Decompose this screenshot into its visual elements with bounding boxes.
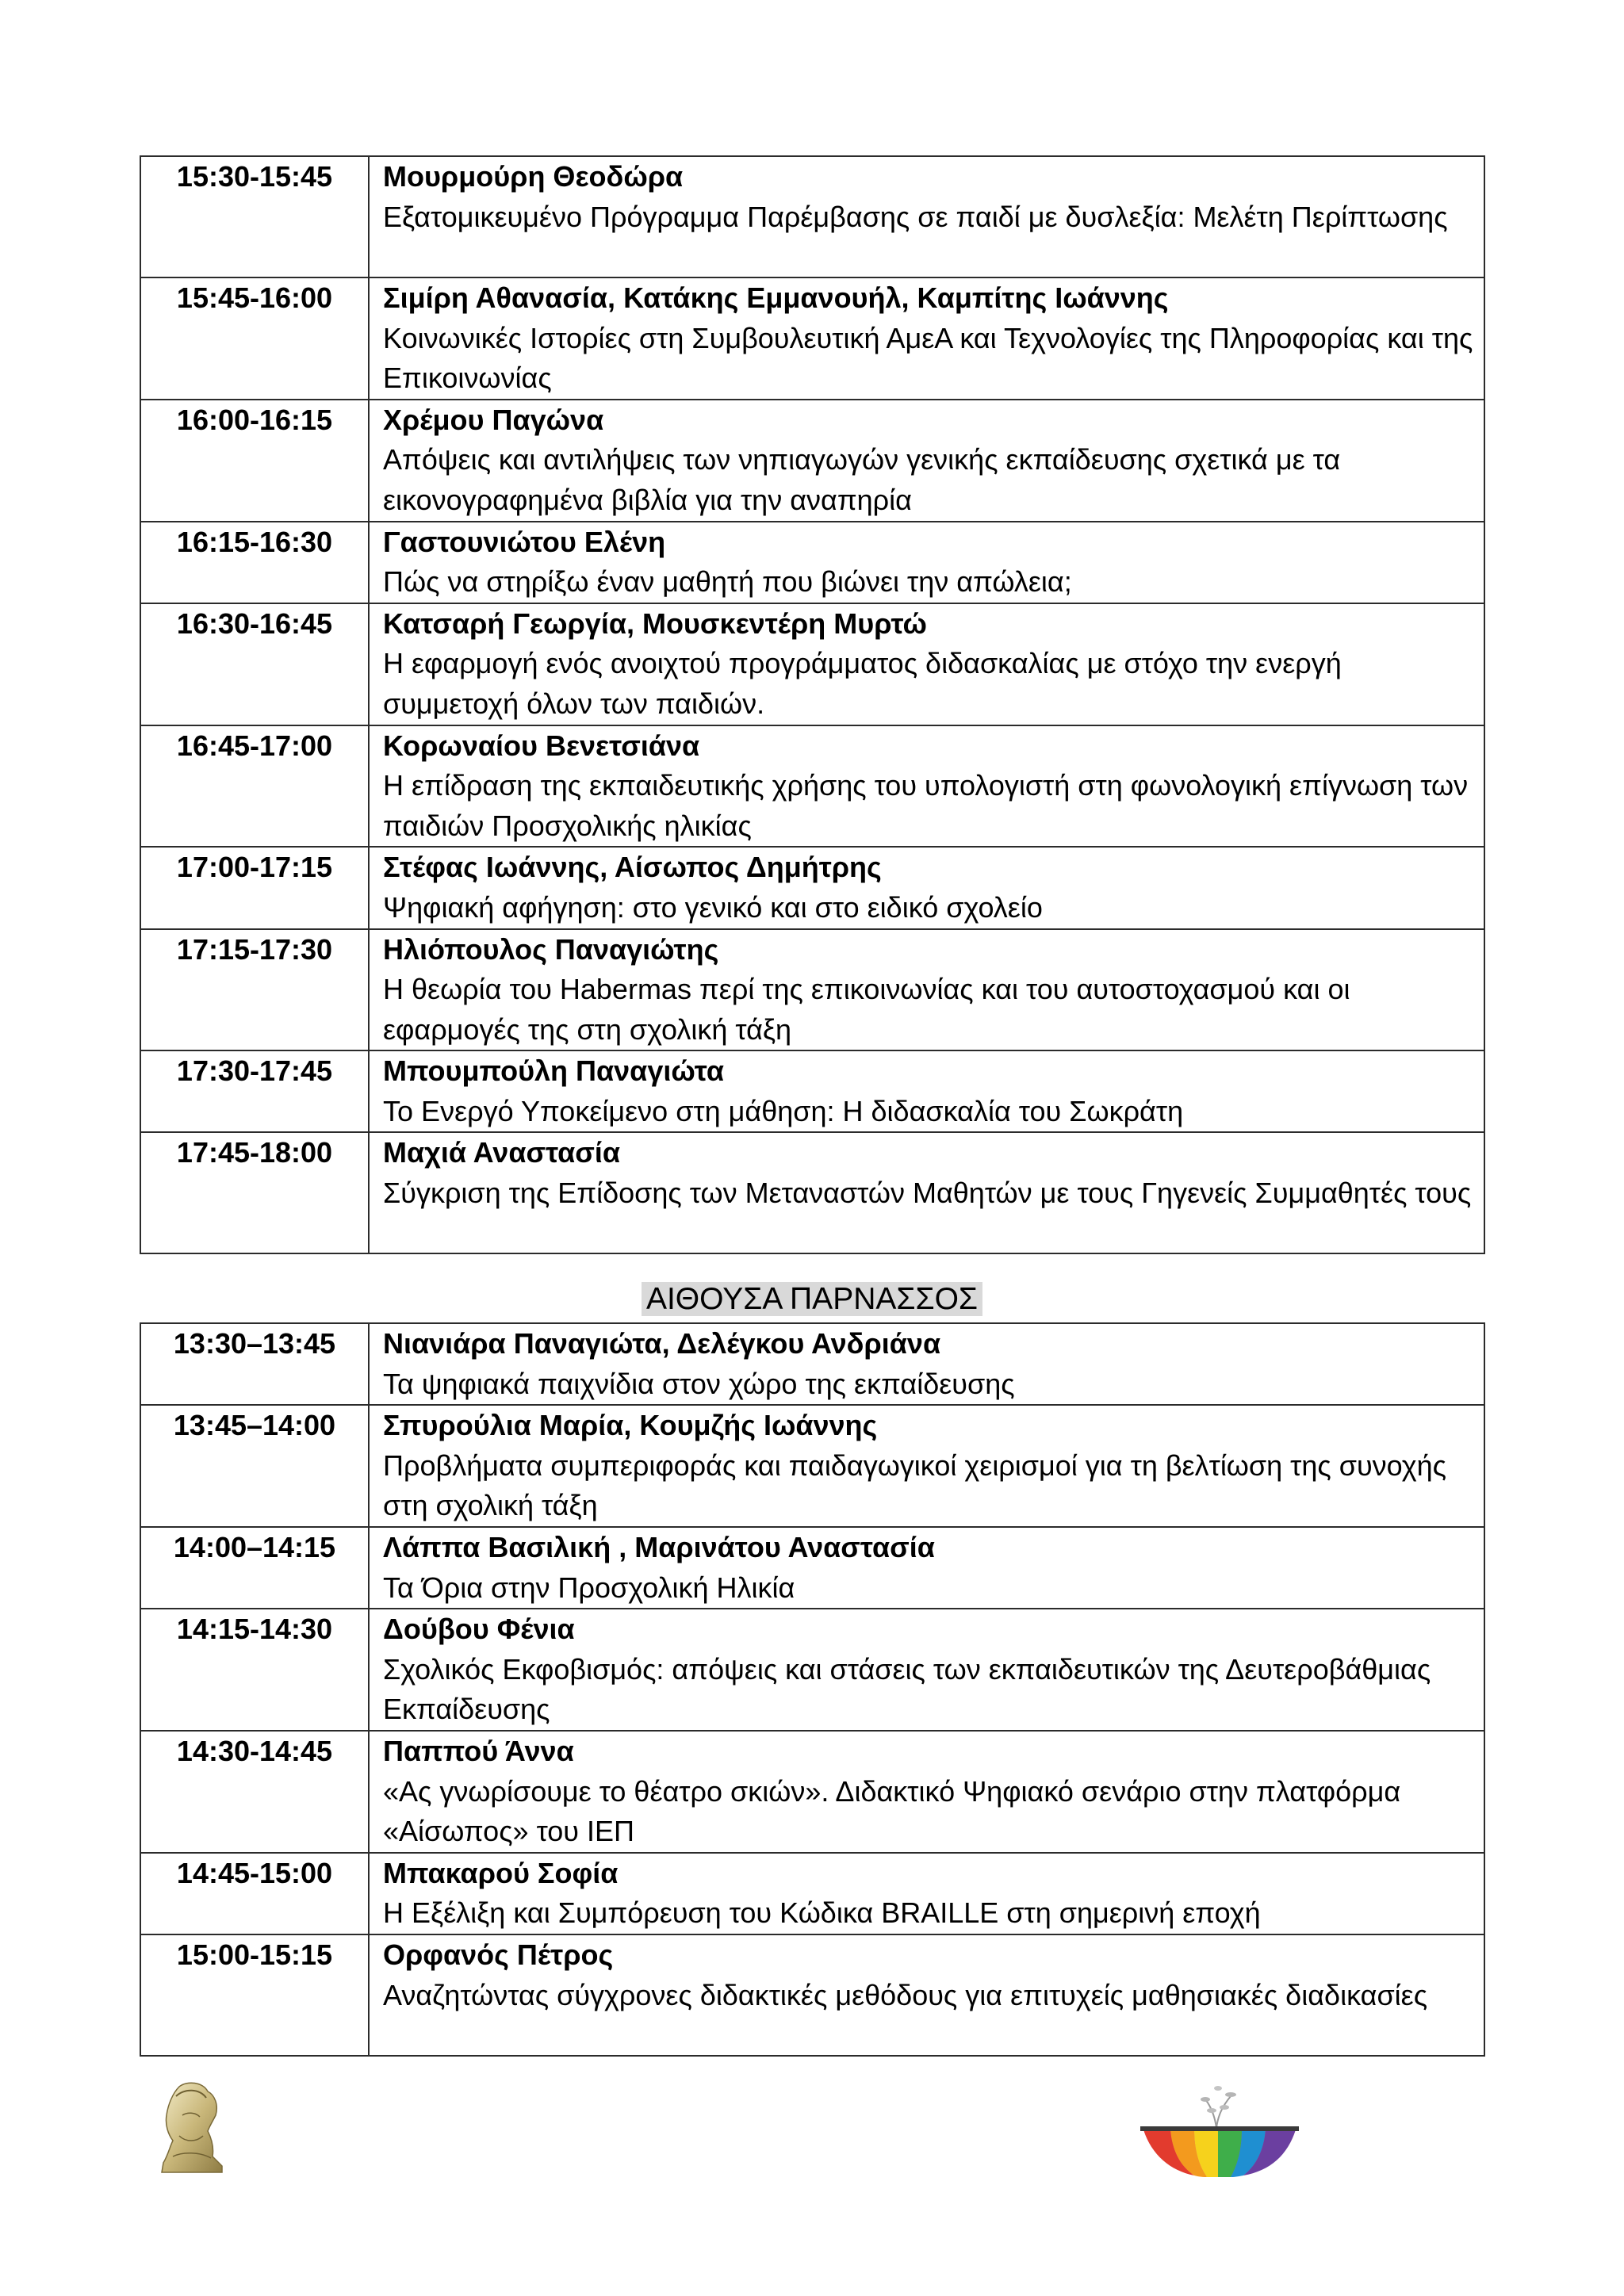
time-cell: 14:30-14:45 bbox=[140, 1731, 369, 1853]
time-cell: 13:45–14:00 bbox=[140, 1405, 369, 1527]
table-row bbox=[140, 725, 1484, 848]
talk-title: Η Εξέλιξη και Συμπόρευση του Κώδικα BRAILLE στη σημερινή εποχή bbox=[383, 1896, 1261, 1930]
time-cell: 15:00-15:15 bbox=[140, 1934, 369, 2056]
authors: Λάππα Βασιλική , Μαρινάτου Αναστασία bbox=[383, 1530, 935, 1563]
time-cell: 16:45-17:00 bbox=[140, 725, 369, 848]
authors: Ηλιόπουλος Παναγιώτης bbox=[383, 932, 719, 966]
talk-title: Κοινωνικές Ιστορίες στη Συμβουλευτική ΑμεΑ και Τεχνολογίες της Πληροφορίας και της Επικοινωνίας bbox=[383, 321, 1473, 395]
athena-helmet-logo-icon bbox=[155, 2080, 227, 2174]
entry-cell bbox=[369, 1731, 1484, 1853]
entry-cell bbox=[369, 1050, 1484, 1132]
table-row bbox=[140, 522, 1484, 603]
talk-title: Τα ψηφιακά παιχνίδια στον χώρο της εκπαίδευσης bbox=[383, 1367, 1015, 1400]
time-cell: 15:30-15:45 bbox=[140, 156, 369, 277]
colorful-bowl-plant-logo-icon bbox=[1139, 2084, 1300, 2182]
time-cell: 16:15-16:30 bbox=[140, 522, 369, 603]
talk-title: Ψηφιακή αφήγηση: στο γενικό και στο ειδικό σχολείο bbox=[383, 890, 1043, 924]
talk-title: Πώς να στηρίξω έναν μαθητή που βιώνει την απώλεια; bbox=[383, 565, 1072, 599]
talk-title: Η επίδραση της εκπαιδευτικής χρήσης του υπολογιστή στη φωνολογική επίγνωση των παιδιών Προσχολικής ηλικίας bbox=[383, 769, 1469, 842]
table-row bbox=[140, 1132, 1484, 1253]
table-row bbox=[140, 1731, 1484, 1853]
talk-title: Απόψεις και αντιλήψεις των νηπιαγωγών γενικής εκπαίδευσης σχετικά με τα εικονογραφημένα βιβλία για την αναπηρία bbox=[383, 443, 1341, 516]
authors: Νιανιάρα Παναγιώτα, Δελέγκου Ανδριάνα bbox=[383, 1327, 941, 1360]
time-cell: 17:00-17:15 bbox=[140, 847, 369, 928]
authors: Στέφας Ιωάννης, Αίσωπος Δημήτρης bbox=[383, 851, 882, 884]
time-cell: 17:30-17:45 bbox=[140, 1050, 369, 1132]
talk-title: Σύγκριση της Επίδοσης των Μεταναστών Μαθητών με τους Γηγενείς Συμμαθητές τους bbox=[383, 1177, 1472, 1210]
table-row bbox=[140, 1405, 1484, 1527]
talk-title: Εξατομικευμένο Πρόγραμμα Παρέμβασης σε παιδί με δυσλεξία: Μελέτη Περίπτωσης bbox=[383, 200, 1448, 233]
schedule-table-1 bbox=[140, 155, 1485, 1254]
table-row bbox=[140, 1050, 1484, 1132]
table-row bbox=[140, 156, 1484, 277]
talk-title: Η εφαρμογή ενός ανοιχτού προγράμματος διδασκαλίας με στόχο την ενεργή συμμετοχή όλων των παιδιών. bbox=[383, 647, 1342, 720]
authors: Χρέμου Παγώνα bbox=[383, 403, 604, 436]
entry-cell bbox=[369, 847, 1484, 928]
table-row bbox=[140, 929, 1484, 1051]
authors: Γαστουνιώτου Ελένη bbox=[383, 525, 666, 558]
table-row bbox=[140, 847, 1484, 928]
time-cell: 14:15-14:30 bbox=[140, 1609, 369, 1731]
time-cell: 14:00–14:15 bbox=[140, 1527, 369, 1609]
authors: Σπυρούλια Μαρία, Κουμζής Ιωάννης bbox=[383, 1409, 878, 1442]
authors: Σιμίρη Αθανασία, Κατάκης Εμμανουήλ, Καμπίτης Ιωάννης bbox=[383, 281, 1169, 314]
authors: Μουρμούρη Θεοδώρα bbox=[383, 160, 684, 193]
time-cell: 13:30–13:45 bbox=[140, 1323, 369, 1405]
schedule-table-2 bbox=[140, 1322, 1485, 2057]
room-heading bbox=[0, 1278, 1624, 1321]
entry-cell bbox=[369, 277, 1484, 400]
table-row bbox=[140, 1609, 1484, 1731]
time-cell: 17:15-17:30 bbox=[140, 929, 369, 1051]
table-row bbox=[140, 277, 1484, 400]
talk-title: Προβλήματα συμπεριφοράς και παιδαγωγικοί χειρισμοί για τη βελτίωση της συνοχής στη σχολική τάξη bbox=[383, 1448, 1446, 1522]
entry-cell bbox=[369, 1609, 1484, 1731]
table-row bbox=[140, 603, 1484, 725]
entry-cell bbox=[369, 1323, 1484, 1405]
table-row bbox=[140, 1853, 1484, 1934]
talk-title: Τα Όρια στην Προσχολική Ηλικία bbox=[383, 1571, 795, 1604]
time-cell: 17:45-18:00 bbox=[140, 1132, 369, 1253]
authors: Ορφανός Πέτρος bbox=[383, 1938, 614, 1971]
authors: Μπακαρού Σοφία bbox=[383, 1856, 619, 1889]
time-cell: 16:30-16:45 bbox=[140, 603, 369, 725]
entry-cell bbox=[369, 400, 1484, 522]
talk-title: Το Ενεργό Υποκείμενο στη μάθηση: Η διδασκαλία του Σωκράτη bbox=[383, 1094, 1184, 1127]
entry-cell bbox=[369, 603, 1484, 725]
table-row bbox=[140, 1323, 1484, 1405]
entry-cell bbox=[369, 1934, 1484, 2056]
authors: Κατσαρή Γεωργία, Μουσκεντέρη Μυρτώ bbox=[383, 607, 927, 640]
talk-title: Σχολικός Εκφοβισμός: απόψεις και στάσεις των εκπαιδευτικών της Δευτεροβάθμιας Εκπαίδευσης bbox=[383, 1652, 1431, 1726]
time-cell: 15:45-16:00 bbox=[140, 277, 369, 400]
room-heading-text: ΑΙΘΟΥΣΑ ΠΑΡΝΑΣΣΟΣ bbox=[642, 1282, 982, 1316]
entry-cell bbox=[369, 1527, 1484, 1609]
authors: Μαχιά Αναστασία bbox=[383, 1136, 621, 1169]
authors: Δούβου Φένια bbox=[383, 1613, 575, 1646]
table-row bbox=[140, 400, 1484, 522]
authors: Παππού Άννα bbox=[383, 1734, 574, 1767]
talk-title: Η θεωρία του Habermas περί της επικοινωνίας και του αυτοστοχασμού και οι εφαρμογές της στη σχολική τάξη bbox=[383, 973, 1350, 1046]
entry-cell bbox=[369, 929, 1484, 1051]
authors: Μπουμπούλη Παναγιώτα bbox=[383, 1054, 724, 1088]
entry-cell bbox=[369, 156, 1484, 277]
table-row bbox=[140, 1527, 1484, 1609]
table-row bbox=[140, 1934, 1484, 2056]
talk-title: «Ας γνωρίσουμε το θέατρο σκιών». Διδακτικό Ψηφιακό σενάριο στην πλατφόρμα «Αίσωπος» του ΙΕΠ bbox=[383, 1774, 1401, 1848]
time-cell: 14:45-15:00 bbox=[140, 1853, 369, 1934]
entry-cell bbox=[369, 522, 1484, 603]
time-cell: 16:00-16:15 bbox=[140, 400, 369, 522]
entry-cell bbox=[369, 1405, 1484, 1527]
entry-cell bbox=[369, 1853, 1484, 1934]
talk-title: Αναζητώντας σύγχρονες διδακτικές μεθόδους για επιτυχείς μαθησιακές διαδικασίες bbox=[383, 1978, 1428, 2011]
authors: Κορωναίου Βενετσιάνα bbox=[383, 729, 700, 762]
entry-cell bbox=[369, 725, 1484, 848]
entry-cell bbox=[369, 1132, 1484, 1253]
